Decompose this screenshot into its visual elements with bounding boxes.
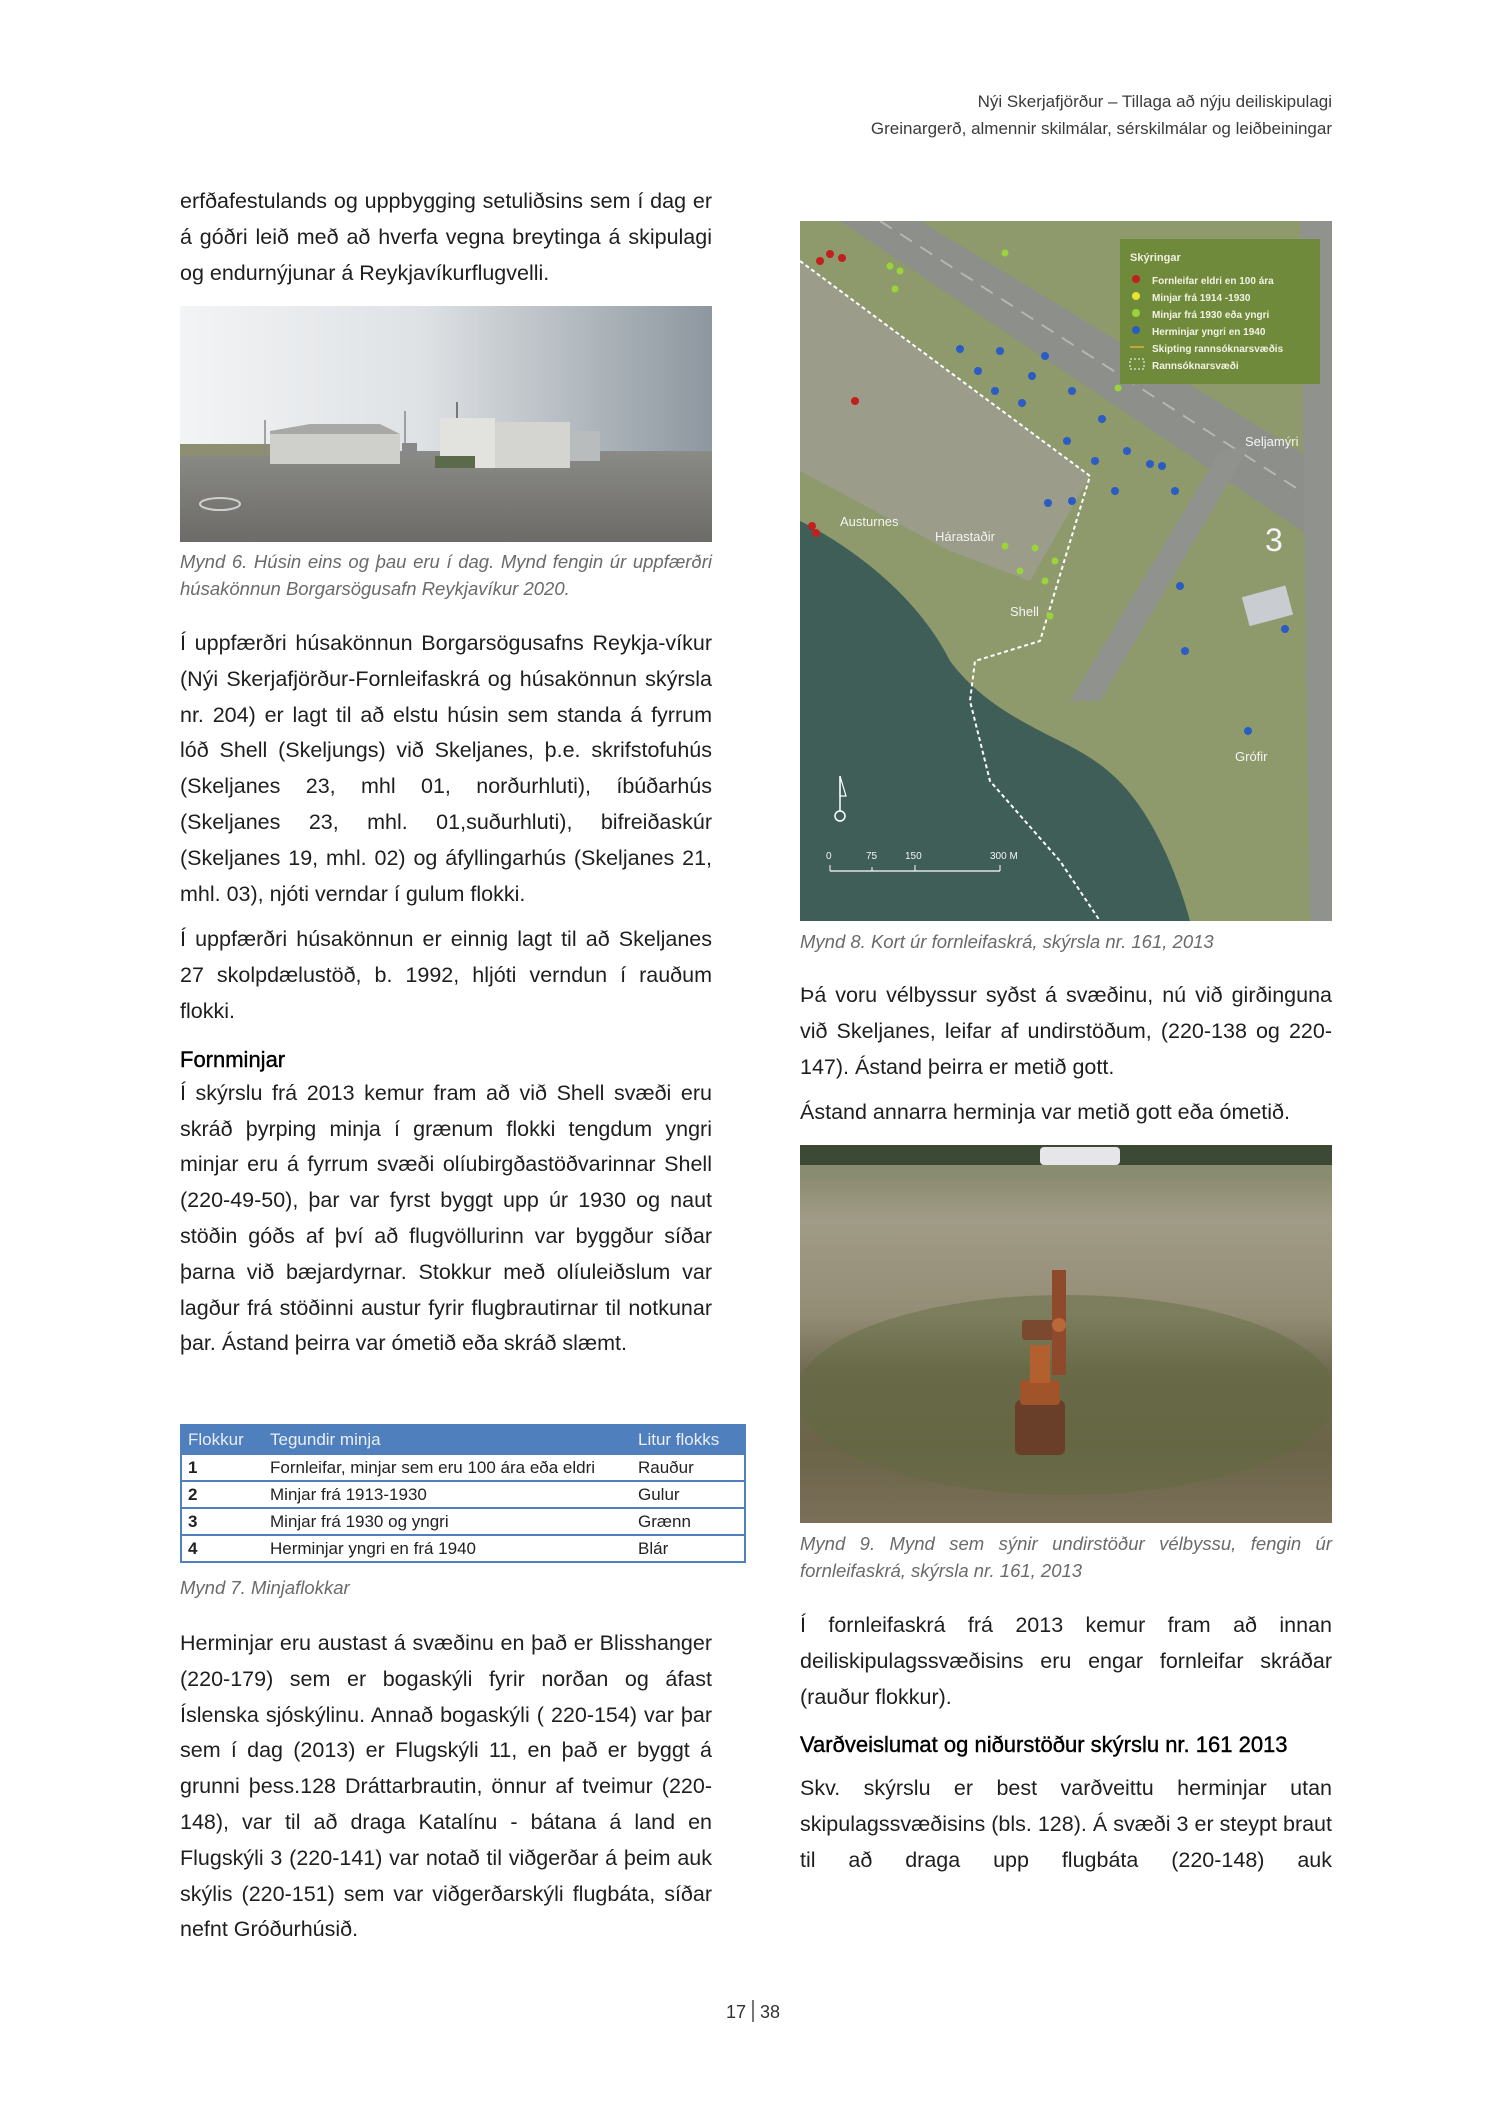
- table-row: [181, 1535, 745, 1562]
- svg-text:Austurnes: Austurnes: [840, 514, 899, 529]
- figure-6-caption: Mynd 6. Húsin eins og þau eru í dag. Mynd fengin úr uppfærðri húsakönnun Borgarsögusafn Reykjavíkur 2020.: [180, 551, 712, 599]
- minjaflokkar-table: [180, 1424, 746, 1563]
- figure-6-caption-block: [180, 548, 712, 602]
- legend-item: Skipting rannsóknarsvæðis: [1152, 344, 1284, 355]
- left-body-2: [180, 1626, 712, 1948]
- figure-8-caption-block: [800, 928, 1332, 955]
- legend-item: Rannsóknarsvæði: [1152, 361, 1239, 372]
- right-body-1: [800, 978, 1332, 1131]
- svg-text:3: 3: [1265, 522, 1283, 558]
- table-header-row: [181, 1425, 745, 1454]
- figure-9-caption: Mynd 9. Mynd sem sýnir undirstöður vélbyssu, fengin úr fornleifaskrá, skýrsla nr. 161, 2013: [800, 1533, 1332, 1581]
- table-cell: Grænn: [632, 1508, 745, 1535]
- right-body-2: [800, 1608, 1332, 1879]
- map-legend-labels: [1152, 273, 1283, 375]
- table-cell: Minjar frá 1930 og yngri: [264, 1508, 632, 1535]
- legend-item: Herminjar yngri en 1940: [1152, 327, 1266, 338]
- minjaflokkar-table-container: [180, 1424, 746, 1563]
- figure-8-caption: Mynd 8. Kort úr fornleifaskrá, skýrsla nr. 161, 2013: [800, 931, 1214, 952]
- table-cell: 1: [181, 1454, 264, 1481]
- left-body-1: [180, 626, 712, 1362]
- condition-paragraph: Ástand annarra herminja var metið gott eða ómetið.: [800, 1100, 1290, 1125]
- figure-7-caption-block: [180, 1574, 712, 1601]
- table-row: [181, 1481, 745, 1508]
- header-subtitle: Greinargerð, almennir skilmálar, sérskilmálar og leiðbeiningar: [870, 119, 1332, 138]
- column-header: Flokkur: [181, 1425, 264, 1454]
- svg-text:150: 150: [905, 851, 922, 862]
- fornleifaskra-paragraph: Í fornleifaskrá frá 2013 kemur fram að innan deiliskipulagssvæðisins eru engar fornleifar skráðar (rauður flokkur).: [800, 1613, 1332, 1709]
- buildings-illustration: [180, 306, 712, 542]
- preservation-paragraph: Í uppfærðri húsakönnun Borgarsögusafns Reykja-víkur (Nýi Skerjafjörður-Fornleifaskrá og húsakönnun skýrsla nr. 204) er lagt til að elstu húsin sem standa á fyrrum lóð Shell (Skeljungs) við Skeljanes, þ.e. skrifstofuhús (Skeljanes 23, mhl 01, norðurhluti), íbúðarhús (Skeljanes 23, mhl. 01,suðurhluti), bifreiðaskúr (Skeljanes 19, mhl. 02) og áfyllingarhús (Skeljanes 21, mhl. 03), njóti verndar í gulum flokki.: [180, 631, 712, 906]
- table-cell: Gulur: [632, 1481, 745, 1508]
- svg-text:300 M: 300 M: [990, 851, 1018, 862]
- sewage-station-paragraph: Í uppfærðri húsakönnun er einnig lagt til að Skeljanes 27 skolpdælustöð, b. 1992, hljóti verndun í rauðum flokki.: [180, 927, 712, 1023]
- table-cell: Fornleifar, minjar sem eru 100 ára eða eldri: [264, 1454, 632, 1481]
- column-header: Tegundir minja: [264, 1425, 632, 1454]
- table-cell: 3: [181, 1508, 264, 1535]
- table-cell: 4: [181, 1535, 264, 1562]
- running-header: [871, 88, 1332, 142]
- fornminjar-heading: Fornminjar: [180, 1046, 286, 1072]
- total-pages: 38: [760, 2002, 781, 2022]
- table-row: [181, 1508, 745, 1535]
- page-separator: [752, 2000, 754, 2022]
- table-cell: Rauður: [632, 1454, 745, 1481]
- vardveislumat-paragraph: Skv. skýrslu er best varðveittu herminjar utan skipulagssvæðisins (bls. 128). Á svæði 3 er steypt braut til að draga upp flugbáta (220-148) auk: [800, 1776, 1332, 1872]
- table-cell: 2: [181, 1481, 264, 1508]
- svg-text:Grófir: Grófir: [1235, 749, 1268, 764]
- svg-text:75: 75: [866, 851, 878, 862]
- header-title: Nýi Skerjafjörður – Tillaga að nýju deiliskipulagi: [977, 92, 1332, 111]
- svg-text:0: 0: [826, 851, 832, 862]
- legend-item: Minjar frá 1930 eða yngri: [1152, 310, 1270, 321]
- table-cell: Blár: [632, 1535, 745, 1562]
- svg-text:Seljamýri: Seljamýri: [1245, 434, 1299, 449]
- table-cell: Minjar frá 1913-1930: [264, 1481, 632, 1508]
- vardveislumat-heading: Varðveislumat og niðurstöður skýrslu nr. 161 2013: [800, 1732, 1288, 1758]
- left-column: [180, 184, 712, 291]
- figure-8-map: [800, 221, 1332, 921]
- table-cell: Herminjar yngri en frá 1940: [264, 1535, 632, 1562]
- machine-gun-paragraph: Þá voru vélbyssur syðst á svæðinu, nú við girðinguna við Skeljanes, leifar af undirstöðum, (220-138 og 220-147). Ástand þeirra er metið gott.: [800, 983, 1332, 1079]
- intro-paragraph: erfðafestulands og uppbygging setuliðsins sem í dag er á góðri leið með að hverfa vegna breytinga á skipulagi og endurnýjunar á Reykjavíkurflugvelli.: [180, 189, 712, 285]
- svg-text:Shell: Shell: [1010, 604, 1039, 619]
- table-row: [181, 1454, 745, 1481]
- column-header: Litur flokks: [632, 1425, 745, 1454]
- figure-7-caption: Mynd 7. Minjaflokkar: [180, 1577, 350, 1598]
- legend-item: Minjar frá 1914 -1930: [1152, 293, 1251, 304]
- figure-9-caption-block: [800, 1530, 1332, 1584]
- figure-9-photo: [800, 1145, 1332, 1523]
- legend-item: Fornleifar eldri en 100 ára: [1152, 276, 1274, 287]
- herminjar-paragraph: Herminjar eru austast á svæðinu en það er Blisshanger (220-179) sem er bogaskýli fyrir norðan og áfast Íslenska sjóskýlinu. Annað bogaskýli ( 220-154) var þar sem í dag (2013) er Flugskýli 11, en það er byggt á grunni þess.128 Dráttarbrautin, önnur af tveimur (220-148), var til að draga Katalínu - bátana á land en Flugskýli 3 (220-141) var notað til viðgerðar á þeim auk skýlis (220-151) sem var viðgerðarskýli flugbáta, síðar nefnt Gróðurhúsið.: [180, 1631, 712, 1942]
- page-number: [726, 2000, 780, 2023]
- svg-text:Hárastaðir: Hárastaðir: [935, 529, 995, 544]
- current-page: 17: [726, 2002, 747, 2022]
- machine-gun-base-illustration: [800, 1145, 1332, 1523]
- fornminjar-paragraph: Í skýrslu frá 2013 kemur fram að við Shell svæði eru skráð þyrping minja í grænum flokki tengdum yngri minjar eru á fyrrum svæði olíubirgðastöðvarinnar Shell (220-49-50), þar var fyrst byggt upp úr 1930 og naut stöðin góðs af því að flugvöllurinn var byggður síðar þarna við bæjardyrnar. Stokkur með olíuleiðslum var lagður frá stöðinni austur fyrir flugbrautirnar til notkunar þar. Ástand þeirra var ómetið eða skráð slæmt.: [180, 1080, 712, 1356]
- figure-6-photo: [180, 306, 712, 542]
- svg-text:Skýringar: Skýringar: [1130, 252, 1181, 264]
